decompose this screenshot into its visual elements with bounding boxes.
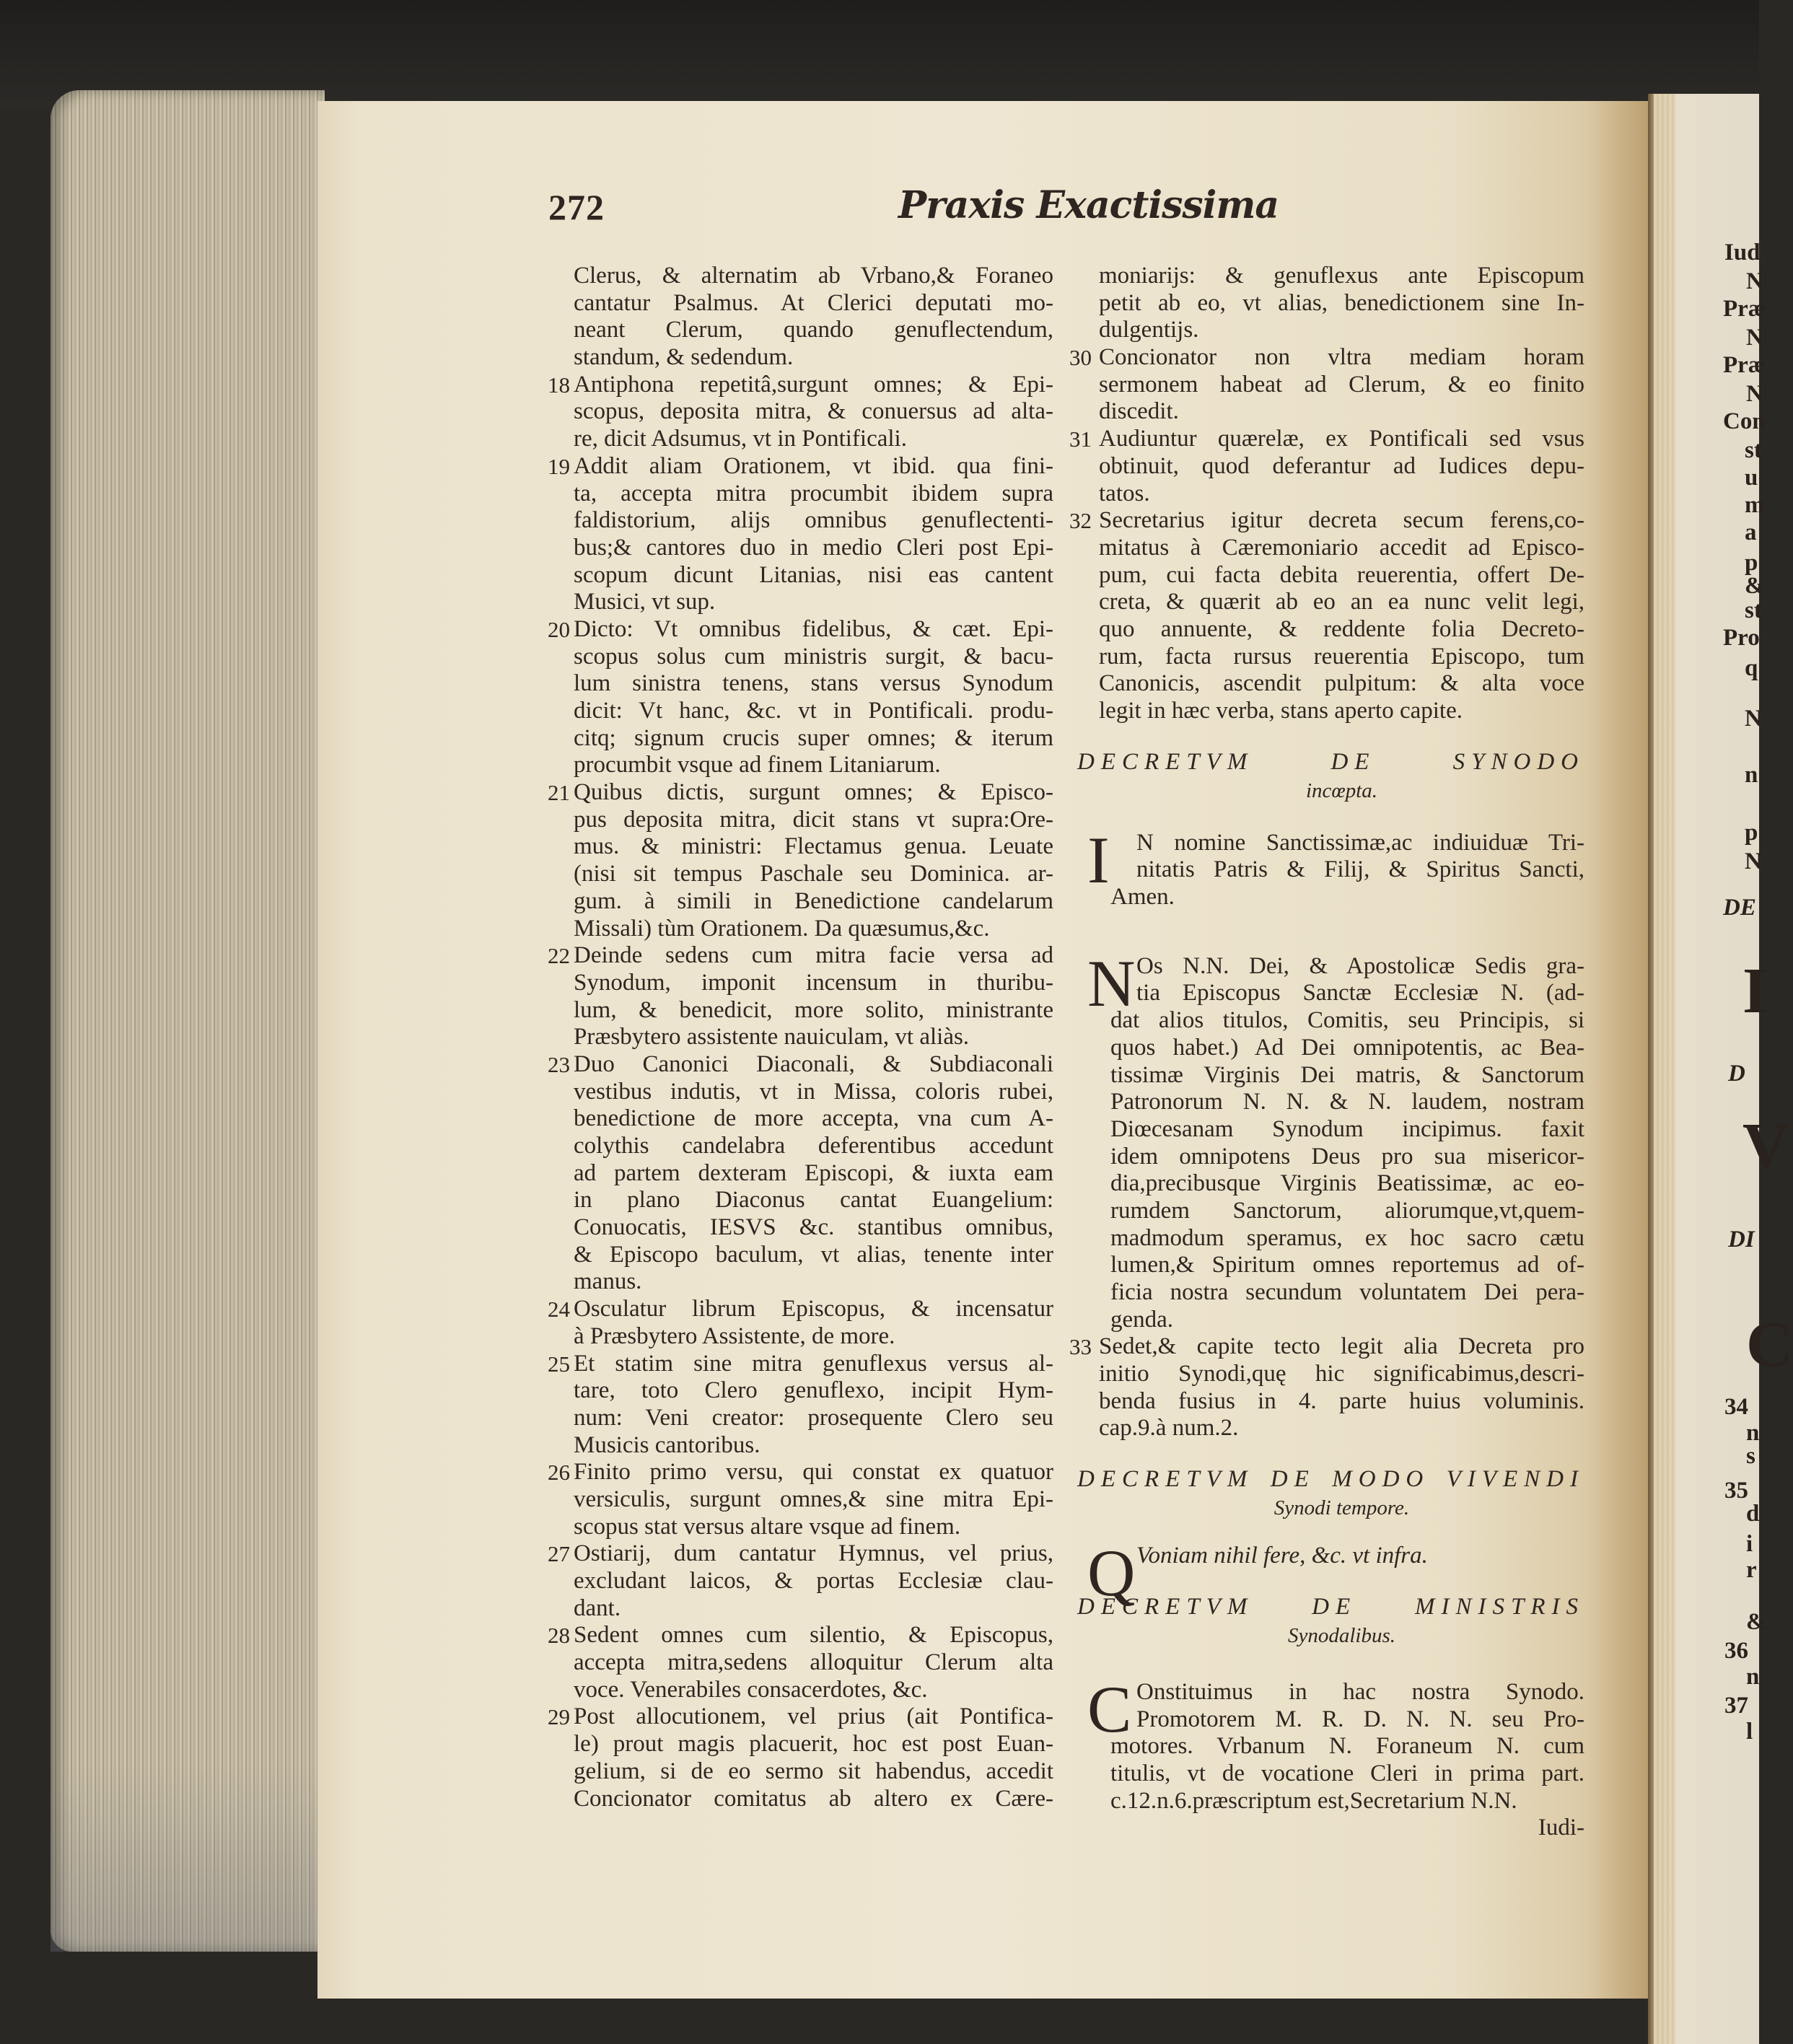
text-line: & Episcopo baculum, vt alias, tenente inter: [574, 1241, 1053, 1268]
paragraph: [548, 779, 1053, 942]
text-line: voce. Venerabiles consacerdotes, &c.: [574, 1676, 928, 1703]
text-line: Præsbytero assistente nauiculam, vt aliàs.: [574, 1024, 970, 1050]
text-line: ad partem dexteram Episcopi, & iuxta eam: [574, 1159, 1053, 1186]
text-line: c.12.n.6.præscriptum est,Secretarium N.N.: [1110, 1787, 1517, 1814]
facing-page-text-fragment: q: [1745, 655, 1758, 681]
facing-page-text-fragment: u: [1745, 465, 1758, 491]
facing-page-text-fragment: s: [1746, 1443, 1755, 1469]
text-line: motores. Vrbanum N. Foraneum N. cum: [1110, 1733, 1584, 1760]
text-line: scopus, deposita mitra, & conuersus ad alta-: [574, 398, 1053, 425]
facing-page-text-fragment: Præ: [1723, 296, 1766, 322]
paragraph-number: 25: [548, 1351, 570, 1377]
text-line: num: Veni creator: prosequente Clero seu: [574, 1404, 1053, 1431]
text-line: scopum dicunt Litanias, nisi eas cantent: [574, 561, 1053, 588]
decree-paragraph: [1087, 946, 1584, 1334]
paragraph-number: 22: [548, 943, 570, 969]
text-line: tatos.: [1099, 480, 1150, 506]
text-line: Osculatur librum Episcopus, & incensatur: [574, 1296, 1053, 1323]
text-line: procumbit vsque ad finem Litaniarum.: [574, 752, 941, 778]
text-line: Ostiarij, dum cantatur Hymnus, vel prius,: [574, 1540, 1053, 1567]
facing-page-text-fragment: DE: [1723, 895, 1756, 921]
paragraph: [548, 1050, 1053, 1296]
text-line: tare, toto Clero genuflexo, incipit Hym-: [574, 1377, 1053, 1404]
text-line: Sedent omnes cum silentio, & Episcopus,: [574, 1622, 1053, 1649]
text-line: nitatis Patris & Filij, & Spiritus Sancti,: [1136, 856, 1584, 883]
text-line: scopus solus cum ministris surgit, & bacu-: [574, 643, 1053, 670]
text-line: ta, accepta mitra procumbit ibidem supra: [574, 480, 1053, 506]
facing-page-text-fragment: Con: [1723, 408, 1766, 434]
facing-page-text-fragment: N: [1745, 706, 1762, 732]
text-line: Amen.: [1110, 884, 1175, 911]
facing-page-text-fragment: C: [1746, 1309, 1793, 1380]
paragraph: [548, 942, 1053, 1051]
facing-page-text-fragment: N: [1746, 268, 1763, 294]
facing-page-text-fragment: N: [1746, 381, 1763, 407]
text-line: genda.: [1110, 1306, 1174, 1333]
text-line: quos habet.) Ad Dei omnipotentis, ac Bea-: [1110, 1034, 1584, 1061]
paragraph: [1099, 263, 1584, 344]
text-line: Canonicis, ascendit pulpitum: & alta voce: [1099, 670, 1584, 697]
facing-page-text-fragment: i: [1746, 1531, 1753, 1557]
text-line: sermonem habeat ad Clerum, & eo finito: [1099, 371, 1584, 398]
text-line: initio Synodi,quę hic significabimus,descri-: [1099, 1361, 1584, 1387]
text-line: accepta mitra,sedens alloquitur Clerum alta: [574, 1649, 1053, 1676]
text-line: lum, & benedicit, more solito, ministrante: [574, 996, 1053, 1023]
text-line: cap.9.à num.2.: [1099, 1415, 1239, 1442]
text-line: Antiphona repetitâ,surgunt omnes; & Epi-: [574, 371, 1053, 398]
paragraph: [548, 1350, 1053, 1460]
facing-page-text-fragment: N: [1746, 325, 1763, 351]
text-line: pum, cui facta debita reuerentia, offert De-: [1099, 561, 1584, 588]
text-line: Dicto: Vt omnibus fidelibus, & cæt. Epi-: [574, 615, 1053, 642]
paragraph: [548, 1296, 1053, 1350]
text-line: Os N.N. Dei, & Apostolicæ Sedis gra-: [1136, 952, 1584, 979]
text-line: Sedet,& capite tecto legit alia Decreta pro: [1099, 1333, 1584, 1360]
paragraph-number: 23: [548, 1051, 570, 1077]
facing-page-text-fragment: D: [1728, 1061, 1745, 1087]
facing-page-text-fragment: m: [1745, 492, 1765, 518]
facing-page-edge: [1654, 94, 1675, 2044]
decree-subtitle: incœpta.: [1305, 778, 1378, 802]
book-gutter: [1648, 94, 1654, 2044]
facing-page-text-fragment: 35: [1724, 1478, 1748, 1504]
text-line: in plano Diaconus cantat Euangelium:: [574, 1187, 1053, 1214]
text-line: manus.: [574, 1268, 642, 1295]
facing-page-text-fragment: 36: [1724, 1638, 1748, 1664]
paragraph-number: 24: [548, 1297, 570, 1323]
text-line: mus. & ministri: Flectamus genua. Leuate: [574, 833, 1053, 860]
paragraph-number: 30: [1069, 345, 1092, 371]
text-line: Finito primo versu, qui constat ex quatuor: [574, 1459, 1053, 1486]
text-line: Iudi-: [1538, 1815, 1584, 1841]
drop-cap-initial: N: [1087, 946, 1136, 1020]
text-line: scopus stat versus altare vsque ad finem.: [574, 1513, 961, 1540]
text-line: Audiuntur quærelæ, ex Pontificali sed vsus: [1099, 426, 1584, 452]
catchword: [1099, 1815, 1584, 1842]
text-line: Secretarius igitur decreta secum ferens,co-: [1099, 507, 1584, 534]
text-line: à Præsbytero Assistente, de more.: [574, 1323, 895, 1349]
decree-title: DECRETVM DE MODO VIVENDI: [1077, 1466, 1584, 1493]
paragraph: [1069, 426, 1584, 507]
text-line: citq; signum crucis super omnes; & iterum: [574, 724, 1053, 751]
text-line: bus;& cantores duo in medio Cleri post Epi-: [574, 534, 1053, 561]
left-text-column: [548, 263, 1053, 1812]
decree-heading: [1077, 1465, 1584, 1522]
facing-page-text-fragment: V: [1742, 1110, 1789, 1182]
text-line: dicit: Vt hanc, &c. vt in Pontificali. produ-: [574, 698, 1053, 724]
text-line: neant Clerum, quando genuflectendum,: [574, 317, 1053, 343]
text-line: faldistorium, alijs omnibus genuflectenti-: [574, 507, 1053, 534]
paragraph-number: 29: [548, 1704, 570, 1730]
text-line: Clerus, & alternatim ab Vrbano,& Foraneo: [574, 263, 1053, 289]
text-line: Voniam nihil fere, &c. vt infra.: [1136, 1543, 1428, 1569]
text-line: gelium, si de eo sermo sit habendus, accedit: [574, 1758, 1053, 1784]
text-line: colythis candelabra deferentibus accedunt: [574, 1133, 1053, 1159]
facing-page-text-fragment: n: [1745, 762, 1758, 788]
facing-page-text-fragment: &: [1745, 573, 1765, 599]
text-line: le) prout magis placuerit, hoc est post Euan-: [574, 1731, 1053, 1758]
text-line: Quibus dictis, surgunt omnes; & Episco-: [574, 779, 1053, 806]
text-line: dant.: [574, 1595, 621, 1621]
text-line: rum, facta rursus reuerentia Episcopo, tum: [1099, 643, 1584, 670]
text-line: Patronorum N. N. & N. laudem, nostram: [1110, 1089, 1584, 1115]
facing-page-text-fragment: Præ: [1723, 352, 1766, 378]
text-line: excludant laicos, & portas Ecclesiæ clau-: [574, 1568, 1053, 1594]
facing-page-text-fragment: I: [1742, 955, 1768, 1027]
facing-page-text-fragment: d: [1746, 1501, 1760, 1527]
text-line: N nomine Sanctissimæ,ac indiuiduæ Tri-: [1136, 829, 1584, 856]
facing-page-text-fragment: st: [1745, 437, 1762, 463]
text-line: moniarijs: & genuflexus ante Episcopum: [1099, 263, 1584, 289]
text-line: legit in hæc verba, stans aperto capite.: [1099, 698, 1463, 724]
facing-page-text-fragment: DI: [1728, 1227, 1755, 1253]
text-line: Synodum, imponit incensum in thuribu-: [574, 969, 1053, 996]
text-line: tissimæ Virginis Dei matris, & Sanctorum: [1110, 1061, 1584, 1088]
text-line: creta, & quærit ab eo an ea nunc velit legi,: [1099, 589, 1584, 615]
text-line: benda fusius in 4. parte huius voluminis.: [1099, 1387, 1584, 1414]
paragraph: [548, 371, 1053, 453]
facing-page-text-fragment: &: [1746, 1609, 1766, 1635]
paragraph-number: 32: [1069, 508, 1092, 534]
decree-heading: [1077, 1592, 1584, 1650]
text-line: Musicis cantoribus.: [574, 1431, 760, 1458]
text-line: madmodum speramus, ex hoc sacro cætu: [1110, 1224, 1584, 1251]
facing-page-text-fragment: Iud: [1724, 240, 1761, 266]
decree-title: DECRETVM DE SYNODO: [1077, 748, 1584, 775]
text-line: mitatus à Cæremoniario accedit ad Episco-: [1099, 534, 1584, 561]
facing-page-text-fragment: p: [1745, 550, 1758, 576]
text-line: titulis, vt de vocatione Cleri in prima part.: [1110, 1760, 1584, 1786]
text-line: Onstituimus in hac nostra Synodo.: [1136, 1678, 1584, 1705]
text-line: tia Episcopus Sanctæ Ecclesiæ N. (ad-: [1136, 980, 1584, 1006]
text-line: Concionator non vltra mediam horam: [1099, 344, 1584, 371]
drop-cap-initial: I: [1087, 823, 1110, 897]
facing-page-text-fragment: p: [1745, 820, 1758, 846]
paragraph: [1069, 344, 1584, 426]
paragraph: [1069, 1333, 1584, 1442]
paragraph: [548, 1540, 1053, 1622]
paragraph: [548, 615, 1053, 779]
paragraph-number: 28: [548, 1623, 570, 1649]
facing-page-text-fragment: l: [1746, 1719, 1753, 1745]
text-line: dat alios titulos, Comitis, seu Principis, si: [1110, 1007, 1584, 1034]
text-line: re, dicit Adsumus, vt in Pontificali.: [574, 426, 907, 452]
paragraph-number: 18: [548, 372, 570, 398]
book-fore-edge: [51, 90, 325, 1952]
paragraph: [574, 263, 1053, 372]
facing-page-text-fragment: n: [1746, 1664, 1760, 1690]
facing-page-text-fragment: N: [1745, 848, 1762, 874]
paragraph: [548, 1703, 1053, 1812]
text-line: dia,precibusque Virginis Beatissimæ, ac eo-: [1110, 1170, 1584, 1197]
text-line: quo annuente, & reddente folia Decreto-: [1099, 615, 1584, 642]
paragraph-number: 21: [548, 780, 570, 806]
paragraph: [548, 1622, 1053, 1703]
facing-page-text-fragment: n: [1746, 1420, 1760, 1446]
decree-subtitle: Synodalibus.: [1287, 1623, 1396, 1647]
paragraph-number: 20: [548, 616, 570, 642]
text-line: benedictione de more accepta, vna cum A-: [574, 1105, 1053, 1132]
facing-page-text-fragment: a: [1745, 519, 1757, 545]
text-line: lum sinistra tenens, stans versus Synodum: [574, 670, 1053, 697]
text-line: Musici, vt sup.: [574, 589, 716, 615]
text-line: Deinde sedens cum mitra facie versa ad: [574, 942, 1053, 969]
running-title: Praxis Exactissima: [898, 183, 1279, 227]
paragraph: [548, 1459, 1053, 1540]
text-line: (nisi sit tempus Paschale seu Dominica. ar-: [574, 861, 1053, 887]
text-line: standum, & sedendum.: [574, 344, 794, 371]
text-line: versiculis, surgunt omnes,& sine mitra Epi-: [574, 1486, 1053, 1512]
paragraph: [1069, 507, 1584, 725]
text-line: Post allocutionem, vel prius (ait Pontifica-: [574, 1703, 1053, 1730]
text-line: obtinuit, quod deferantur ad Iudices depu-: [1099, 452, 1584, 479]
decree-paragraph: [1087, 1672, 1584, 1815]
text-line: vestibus indutis, vt in Missa, coloris rubei,: [574, 1078, 1053, 1105]
text-line: petit ab eo, vt alias, benedictionem sine In-: [1099, 289, 1584, 316]
paragraph-number: 26: [548, 1460, 570, 1486]
text-line: rumdem Sanctorum, aliorumque,vt,quem-: [1110, 1197, 1584, 1224]
text-line: Conuocatis, IESVS &c. stantibus omnibus,: [574, 1214, 1053, 1241]
drop-cap-initial: Q: [1087, 1536, 1136, 1610]
paragraph-number: 31: [1069, 426, 1092, 452]
decree-paragraph: [1087, 823, 1584, 911]
paragraph-number: 19: [548, 453, 570, 479]
text-line: dulgentijs.: [1099, 317, 1199, 343]
text-line: Promotorem M. R. D. N. N. seu Pro-: [1136, 1706, 1584, 1732]
facing-page-text-fragment: r: [1746, 1557, 1757, 1583]
decree-heading: [1077, 747, 1584, 805]
decree-title: DECRETVM DE MINISTRIS: [1077, 1593, 1584, 1620]
facing-page-text-fragment: 37: [1724, 1693, 1748, 1719]
text-line: lumen,& Spiritum omnes reportemus ad of-: [1110, 1252, 1584, 1278]
page-number: 272: [548, 187, 605, 227]
text-line: Duo Canonici Diaconali, & Subdiaconali: [574, 1050, 1053, 1077]
text-line: idem omnipotens Deus pro sua misericor-: [1110, 1143, 1584, 1170]
paragraph: [548, 452, 1053, 616]
text-line: Et statim sine mitra genuflexus versus al-: [574, 1350, 1053, 1377]
facing-page-text-fragment: st: [1745, 597, 1762, 623]
drop-cap-initial: C: [1087, 1672, 1132, 1746]
right-text-column: [1069, 263, 1584, 1842]
paragraph-number: 33: [1069, 1334, 1092, 1360]
facing-page-text-fragment: 34: [1724, 1394, 1748, 1420]
text-line: Addit aliam Orationem, vt ibid. qua fini-: [574, 452, 1053, 479]
text-line: pus deposita mitra, dicit stans vt supra:Ore-: [574, 806, 1053, 833]
text-line: gum. à simili in Benedictione candelarum: [574, 887, 1053, 914]
text-line: cantatur Psalmus. At Clerici deputati mo-: [574, 289, 1053, 316]
text-line: Diœcesanam Synodum incipimus. faxit: [1110, 1115, 1584, 1142]
decree-subtitle: Synodi tempore.: [1273, 1496, 1410, 1520]
paragraph-number: 27: [548, 1541, 570, 1567]
facing-page-text-fragment: Pro: [1723, 625, 1760, 651]
text-line: Concionator comitatus ab altero ex Cære-: [574, 1785, 1053, 1812]
text-line: discedit.: [1099, 398, 1179, 425]
text-line: Missali) tùm Orationem. Da quæsumus,&c.: [574, 915, 990, 942]
text-line: ficia nostra secundum voluntatem Dei pera-: [1110, 1279, 1584, 1305]
